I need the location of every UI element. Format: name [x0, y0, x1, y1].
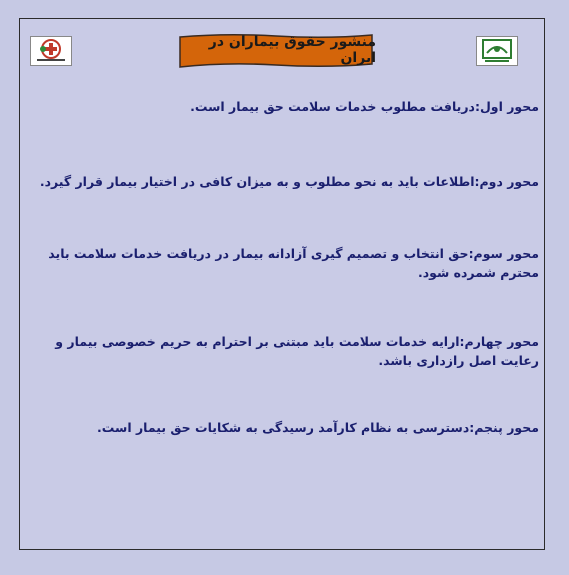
list-item — [19, 244, 539, 282]
ministry-logo-icon — [476, 36, 518, 66]
item-heading: محور اول: — [474, 99, 539, 114]
title-banner — [176, 33, 376, 69]
item-heading: محور دوم: — [474, 174, 539, 189]
list-item — [19, 172, 539, 191]
list-item — [19, 332, 539, 370]
item-text: اطلاعات باید به نحو مطلوب و به میزان کافی در اختیار بیمار قرار گیرد. — [39, 174, 475, 189]
hospital-logo-icon — [30, 36, 72, 66]
item-heading: محور سوم: — [468, 246, 539, 261]
page-title: منشور حقوق بیماران در ایران — [208, 34, 376, 66]
item-text: ارایه خدمات سلامت باید مبتنی بر احترام به حریم خصوصی بیمار و رعایت اصل رازداری باشد. — [55, 334, 539, 368]
item-text: دریافت مطلوب خدمات سلامت حق بیمار است. — [190, 99, 475, 114]
list-item — [19, 418, 539, 437]
item-text: حق انتخاب و تصمیم گیری آزادانه بیمار در دریافت خدمات سلامت باید محترم شمرده شود. — [48, 246, 539, 280]
item-text: دسترسی به نظام کارآمد رسیدگی به شکایات حق بیمار است. — [97, 420, 470, 435]
list-item — [19, 97, 539, 116]
item-heading: محور پنجم: — [469, 420, 539, 435]
item-heading: محور چهارم: — [459, 334, 539, 349]
